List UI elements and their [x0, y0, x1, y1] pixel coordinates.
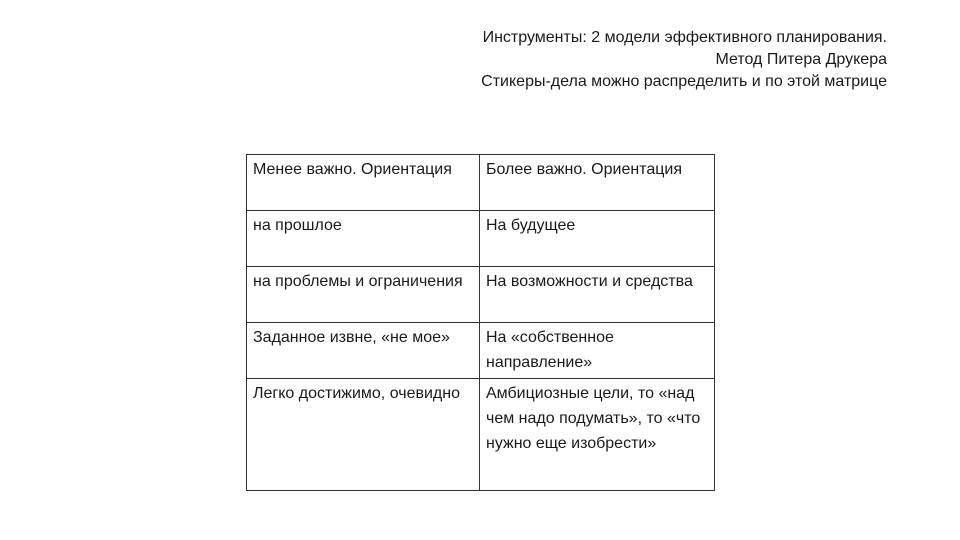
header-title-line: Инструменты: 2 модели эффективного планирования.: [482, 29, 887, 46]
table-cell: На возможности и средства: [480, 267, 715, 323]
table-row: [247, 155, 715, 211]
header-subtitle-line: Метод Питера Друкера: [715, 51, 887, 68]
slide-header: [327, 27, 887, 93]
table-cell-more-important: Более важно. Ориентация: [480, 155, 715, 211]
table-row: [247, 379, 715, 491]
header-note-line: Стикеры-дела можно распределить и по этой матрице: [481, 73, 887, 90]
table-row: [247, 323, 715, 379]
drucker-matrix-table: [246, 154, 715, 491]
table-cell-less-important: Менее важно. Ориентация: [247, 155, 480, 211]
table-cell: На «собственное направление»: [480, 323, 715, 379]
table-row: [247, 267, 715, 323]
table-cell: Амбициозные цели, то «над чем надо подумать», то «что нужно еще изобрести»: [480, 379, 715, 491]
table-cell: Легко достижимо, очевидно: [247, 379, 480, 491]
table-cell: на проблемы и ограничения: [247, 267, 480, 323]
table-cell: Заданное извне, «не мое»: [247, 323, 480, 379]
table-cell: На будущее: [480, 211, 715, 267]
table-cell: на прошлое: [247, 211, 480, 267]
table-row: [247, 211, 715, 267]
